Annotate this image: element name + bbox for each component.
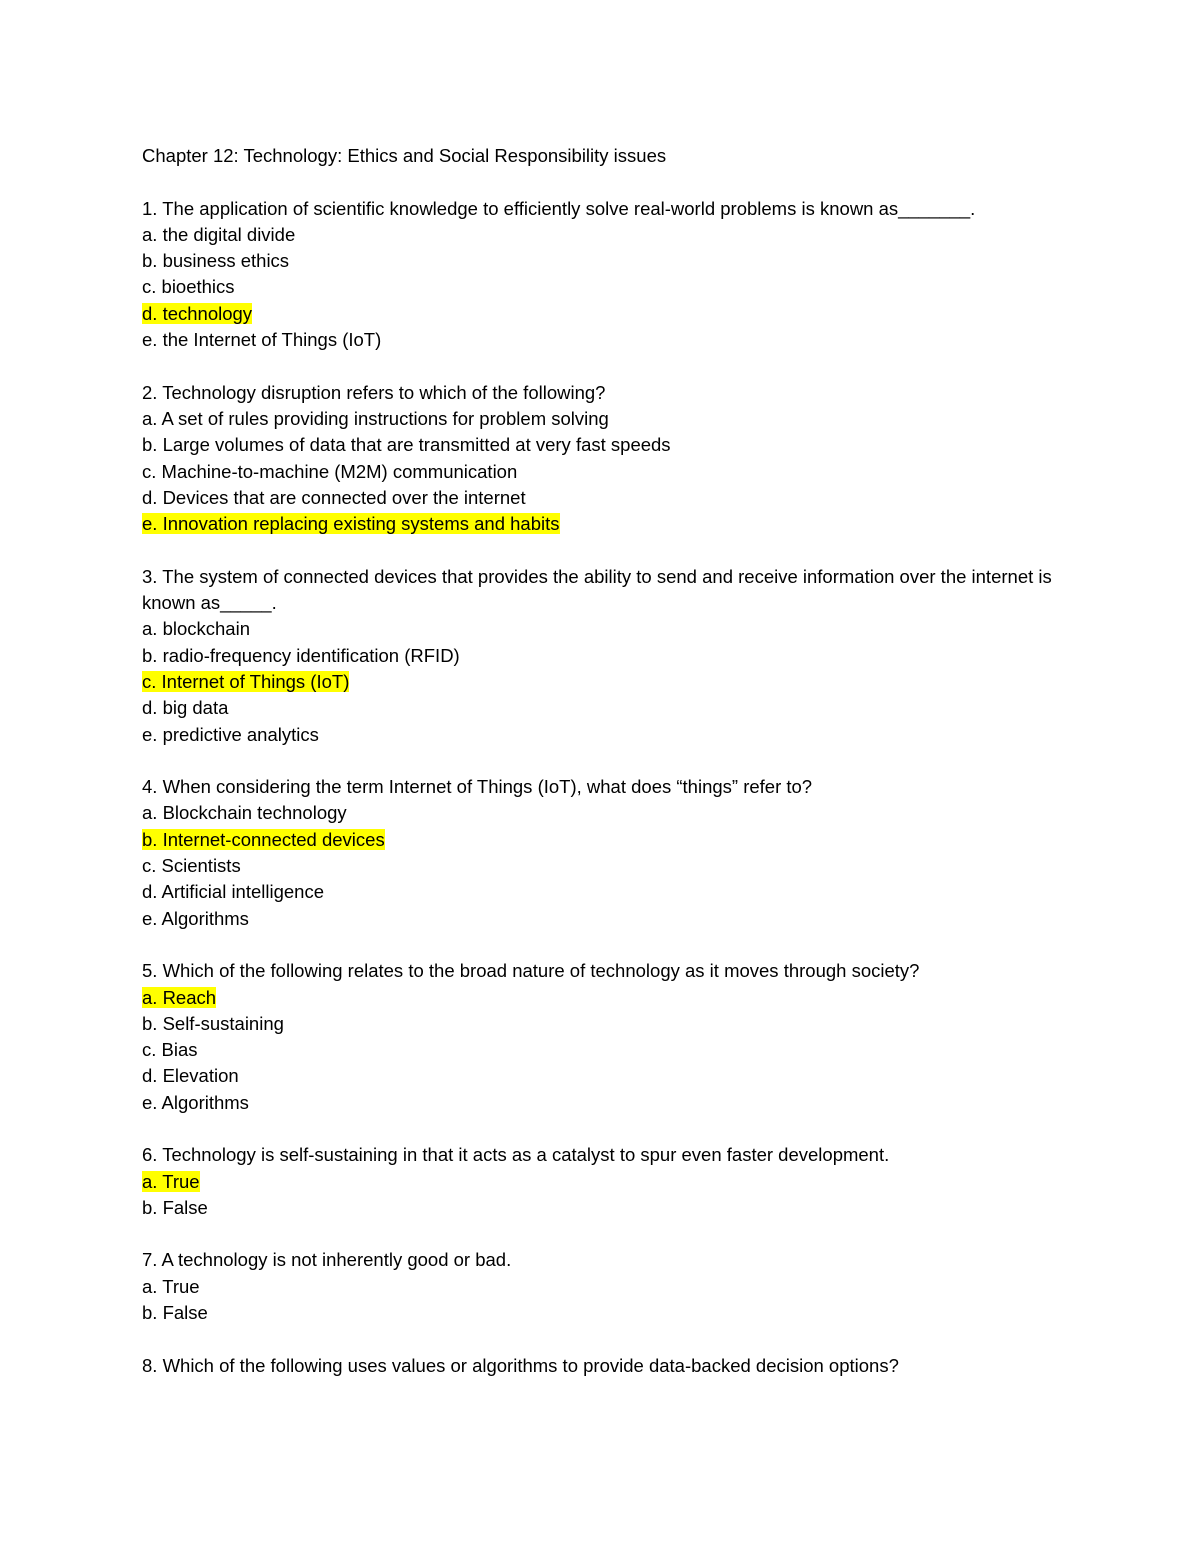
answer-option-text: a. True [142,1275,200,1297]
question-block [142,196,1062,380]
answer-option [142,511,1062,537]
spacer [142,1221,1062,1247]
answer-option [142,906,1062,932]
answer-option [142,616,1062,642]
answer-option [142,827,1062,853]
answer-option-text: e. Algorithms [142,1091,249,1113]
answer-option-text: d. big data [142,697,229,719]
spacer [142,932,1062,958]
answer-option-text: b. radio-frequency identification (RFID) [142,644,460,666]
question-block [142,1353,1062,1379]
answer-option-text: a. blockchain [142,618,250,640]
question-text: 5. Which of the following relates to the broad nature of technology as it moves through society? [142,960,920,982]
question-text: 6. Technology is self-sustaining in that it acts as a catalyst to spur even faster development. [142,1144,890,1166]
spacer [142,1326,1062,1352]
question-text: 3. The system of connected devices that provides the ability to send and receive information over the internet is known as_____. [142,565,1052,614]
answer-option-text: e. the Internet of Things (IoT) [142,329,382,351]
highlighted-answer: b. Internet-connected devices [142,828,385,850]
answer-option [142,406,1062,432]
highlighted-answer: c. Internet of Things (IoT) [142,670,350,692]
document-page [142,143,1062,1379]
answer-option-text: c. Bias [142,1039,198,1061]
answer-option-text: b. False [142,1302,208,1324]
answer-option [142,1195,1062,1221]
answer-option [142,1169,1062,1195]
answer-option [142,301,1062,327]
answer-option [142,879,1062,905]
question-block [142,564,1062,774]
answer-option [142,274,1062,300]
answer-option-text: d. Devices that are connected over the internet [142,486,526,508]
answer-option [142,643,1062,669]
answer-option-text: c. Scientists [142,855,241,877]
answer-option-text: b. business ethics [142,250,290,272]
question-text: 8. Which of the following uses values or algorithms to provide data-backed decision options? [142,1354,899,1376]
answer-option [142,1063,1062,1089]
answer-option-text: a. Blockchain technology [142,802,347,824]
highlighted-answer: e. Innovation replacing existing systems and habits [142,513,560,535]
answer-option [142,432,1062,458]
question-text: 7. A technology is not inherently good or bad. [142,1249,512,1271]
answer-option-text: e. Algorithms [142,907,249,929]
answer-option-text: a. A set of rules providing instructions for problem solving [142,407,609,429]
question-block [142,1142,1062,1247]
answer-option-text: d. Elevation [142,1065,239,1087]
question-block [142,774,1062,958]
answer-option [142,222,1062,248]
question-block [142,380,1062,564]
answer-option [142,1274,1062,1300]
answer-option-text: e. predictive analytics [142,723,319,745]
question-text: 1. The application of scientific knowledge to efficiently solve real-world problems is known as_______. [142,197,976,219]
question-text: 4. When considering the term Internet of Things (IoT), what does “things” refer to? [142,776,813,798]
answer-option [142,248,1062,274]
answer-option [142,985,1062,1011]
answer-option [142,327,1062,353]
spacer [142,537,1062,563]
document-title: Chapter 12: Technology: Ethics and Social Responsibility issues [142,145,667,166]
answer-option [142,722,1062,748]
answer-option-text: c. Machine-to-machine (M2M) communication [142,460,518,482]
answer-option [142,800,1062,826]
question-block [142,1247,1062,1352]
answer-option [142,485,1062,511]
answer-option-text: d. Artificial intelligence [142,881,325,903]
answer-option-text: b. False [142,1196,208,1218]
answer-option [142,1300,1062,1326]
highlighted-answer: d. technology [142,302,253,324]
answer-option [142,853,1062,879]
spacer [142,353,1062,379]
spacer [142,1116,1062,1142]
answer-option-text: b. Self-sustaining [142,1012,284,1034]
question-text: 2. Technology disruption refers to which of the following? [142,381,606,403]
answer-option [142,459,1062,485]
question-list [142,196,1062,1379]
answer-option-text: c. bioethics [142,276,235,298]
question-block [142,958,1062,1142]
answer-option [142,1037,1062,1063]
highlighted-answer: a. Reach [142,986,217,1008]
spacer [142,748,1062,774]
answer-option [142,669,1062,695]
highlighted-answer: a. True [142,1170,200,1192]
answer-option [142,695,1062,721]
answer-option [142,1011,1062,1037]
answer-option-text: a. the digital divide [142,223,296,245]
answer-option [142,1090,1062,1116]
spacer [142,169,1062,195]
answer-option-text: b. Large volumes of data that are transmitted at very fast speeds [142,434,671,456]
